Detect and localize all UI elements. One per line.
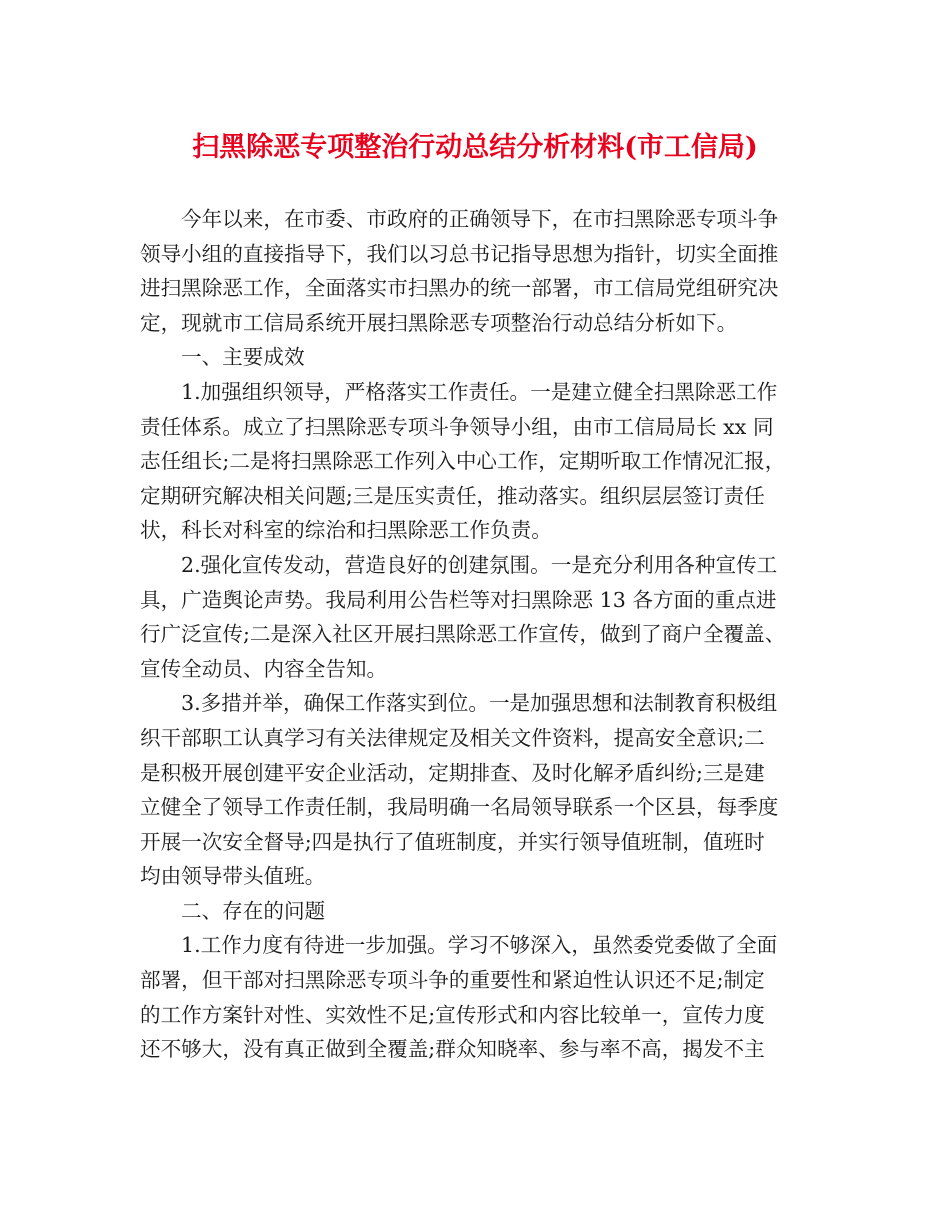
body-line: 部署，但干部对扫黑除恶专项斗争的重要性和紧迫性认识还不足;制定: [140, 968, 765, 993]
body-line: 3.多措并举，确保工作落实到位。一是加强思想和法制教育积极组: [181, 691, 778, 716]
body-line: 织干部职工认真学习有关法律规定及相关文件资料，提高安全意识;二: [140, 725, 765, 750]
body-line: 进扫黑除恶工作，全面落实市扫黑办的统一部署，市工信局党组研究决: [140, 276, 779, 301]
body-line: 行广泛宣传;二是深入社区开展扫黑除恶工作宣传，做到了商户全覆盖、: [140, 622, 786, 647]
body-line: 的工作方案针对性、实效性不足;宣传形式和内容比较单一，宣传力度: [140, 1002, 765, 1027]
body-line: 均由领导带头值班。: [140, 864, 326, 889]
body-line: 定期研究解决相关问题;三是压实责任，推动落实。组织层层签订责任: [140, 483, 765, 508]
body-line: 还不够大，没有真正做到全覆盖;群众知晓率、参与率不高，揭发不主: [140, 1037, 765, 1062]
body-line: 二、存在的问题: [181, 898, 326, 923]
body-line: 开展一次安全督导;四是执行了值班制度，并实行领导值班制，值班时: [140, 829, 765, 854]
body-line: 领导小组的直接指导下，我们以习总书记指导思想为指针，切实全面推: [140, 241, 779, 266]
body-line: 志任组长;二是将扫黑除恶工作列入中心工作，定期听取工作情况汇报，: [140, 449, 786, 474]
body-line: 是积极开展创建平安企业活动，定期排查、及时化解矛盾纠纷;三是建: [140, 760, 765, 785]
body-line: 具，广造舆论声势。我局利用公告栏等对扫黑除恶 13 各方面的重点进: [140, 587, 777, 612]
body-line: 一、主要成效: [181, 345, 305, 370]
body-line: 1.加强组织领导，严格落实工作责任。一是建立健全扫黑除恶工作: [181, 379, 778, 404]
body-line: 定，现就市工信局系统开展扫黑除恶专项整治行动总结分析如下。: [140, 310, 738, 335]
body-line: 状，科长对科室的综治和扫黑除恶工作负责。: [140, 518, 552, 543]
body-line: 宣传全动员、内容全告知。: [140, 656, 388, 681]
body-line: 责任体系。成立了扫黑除恶专项斗争领导小组，由市工信局局长 xx 同: [140, 414, 774, 439]
body-line: 今年以来，在市委、市政府的正确领导下，在市扫黑除恶专项斗争: [181, 207, 779, 231]
body-line: 立健全了领导工作责任制，我局明确一名局领导联系一个区县，每季度: [140, 795, 779, 820]
document-body: [140, 202, 820, 1067]
body-line: 2.强化宣传发动，营造良好的创建氛围。一是充分利用各种宣传工: [181, 552, 778, 577]
document-title: 扫黑除恶专项整治行动总结分析材料(市工信局): [192, 132, 758, 163]
body-line: 1.工作力度有待进一步加强。学习不够深入，虽然委党委做了全面: [181, 933, 778, 958]
